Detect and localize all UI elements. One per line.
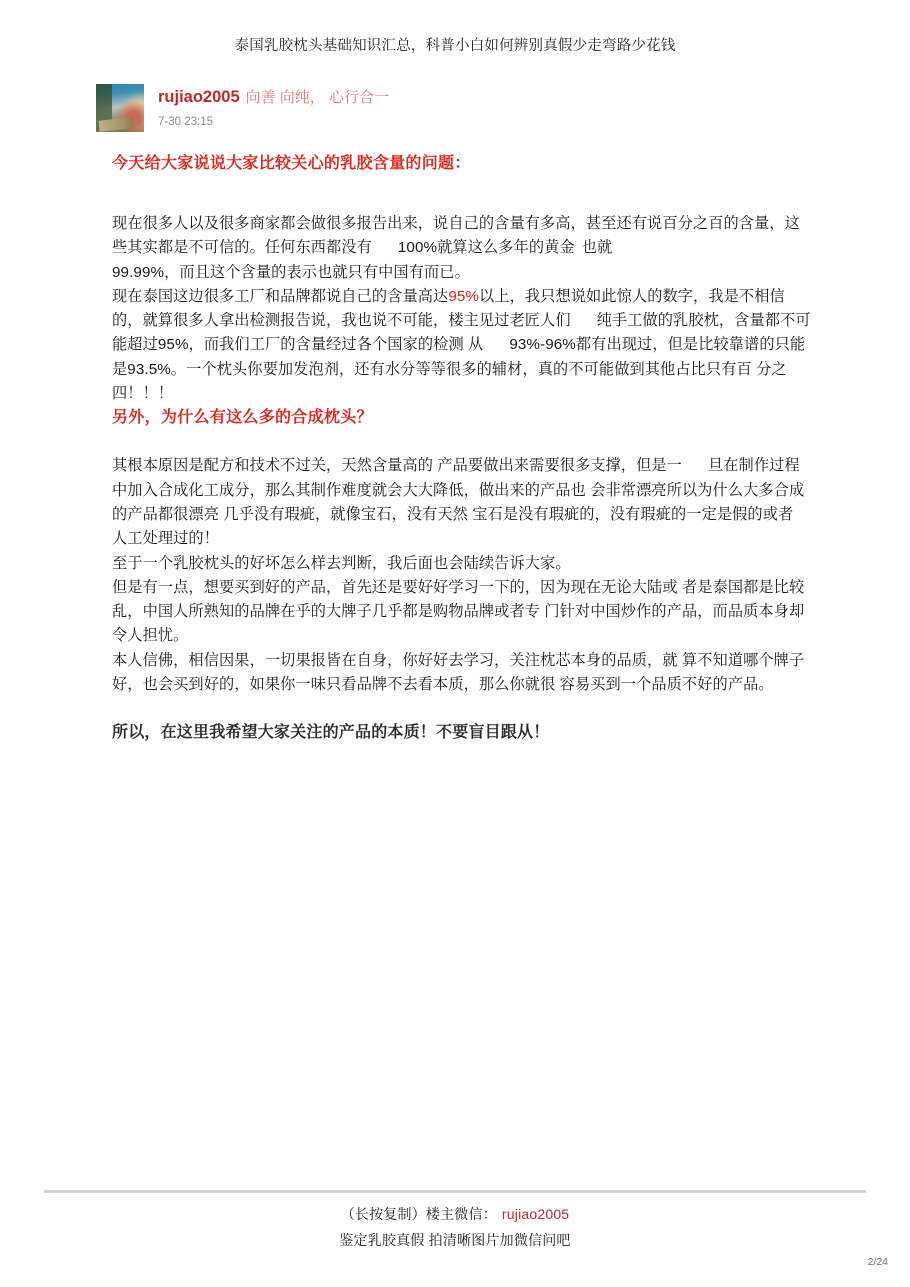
paragraph-2-part-d: 93%-96%都有出现过，但是比较靠谱的只能是93.5%。一个枕头你要加发泡剂，还有水分等等很多的辅材，真的不可能做到其他占比只有百 分之四！！！	[112, 336, 806, 403]
post-body	[112, 152, 812, 745]
paragraph-1	[112, 212, 812, 285]
author-motto: 向善 向纯， 心行合一	[245, 89, 389, 106]
closing-statement: 所以，在这里我希望大家关注的产品的本质！不要盲目跟从！	[112, 724, 550, 742]
highlight-percentage: 95%	[448, 287, 480, 305]
footer-wechat-id[interactable]: rujiao2005	[501, 1206, 570, 1222]
footer-wechat-line	[0, 1201, 910, 1227]
spacer	[112, 697, 812, 721]
page-title: 泰国乳胶枕头基础知识汇总，科普小白如何辨别真假少走弯路少花钱	[234, 38, 676, 54]
section-heading-2: 另外，为什么有这么多的合成枕头？	[112, 409, 373, 427]
footer	[0, 1201, 910, 1253]
paragraph-3	[112, 454, 812, 551]
post-timestamp: 7-30 23:15	[158, 116, 213, 128]
footer-note: 鉴定乳胶真假 拍清晰图片加微信问吧	[339, 1232, 571, 1248]
spacer	[112, 430, 812, 454]
author-username[interactable]: rujiao2005	[158, 88, 240, 106]
page-number: 2/24	[867, 1256, 888, 1268]
paragraph-1-part-c: 也就	[581, 239, 613, 257]
author-line	[158, 86, 389, 109]
paragraph-4: 至于一个乳胶枕头的好坏怎么样去判断，我后面也会陆续告诉大家。	[112, 554, 571, 572]
post-header-text	[158, 84, 389, 128]
paragraph-1-part-d: 99.99%，而且这个含量的表示也就只有中国有而已。	[112, 263, 470, 281]
paragraph-2-part-b: 以上，我只想说如此惊人的数字，我是不相信的，就算很多人拿出检测报告说，我也说不可能，楼主见过老匠人们	[112, 287, 785, 330]
post-header	[96, 84, 389, 132]
spacer	[112, 176, 812, 212]
paragraph-6: 本人信佛，相信因果，一切果报皆在自身，你好好去学习，关注枕芯本身的品质，就 算不知道哪个牌子好，也会买到好的，如果你一味只看品牌不去看本质，那么你就很 容易买到一个品质不好的产品。	[112, 651, 805, 694]
paragraph-3-part-b: 旦在制作过程中加入合成化工成分，那么其制作难度就会大大降低，做出来的产品也 会非常漂亮所以为什么大多合成的产品都很漂亮 几乎没有瑕疵，就像宝石，没有天然 宝石是没有瑕疵的，没有瑕疵的一定是假的或者 人工处理过的！	[112, 457, 805, 548]
paragraph-2	[112, 285, 812, 406]
paragraph-5: 但是有一点，想要买到好的产品，首先还是要好好学习一下的，因为现在无论大陆或 者是泰国都是比较乱，中国人所熟知的品牌在乎的大牌子几乎都是购物品牌或者专 门针对中国炒作的产品，而品质本身却令人担忧。	[112, 578, 805, 645]
paragraph-1-part-b: 100%就算这么多年的黄金	[397, 239, 575, 257]
section-heading-1: 今天给大家说说大家比较关心的乳胶含量的问题：	[112, 155, 471, 172]
paragraph-3-part-a: 其根本原因是配方和技术不过关，天然含量高的 产品要做出来需要很多支撑，但是一	[112, 457, 682, 475]
paragraph-1-part-a: 现在很多人以及很多商家都会做很多报告出来，说自己的含量有多高，甚至还有说百分之百的含量，这些其实都是不可信的。任何东西都没有	[112, 215, 800, 257]
avatar[interactable]	[96, 84, 144, 132]
footer-divider	[44, 1190, 866, 1193]
footer-wechat-prefix: （长按复制）楼主微信：	[340, 1206, 497, 1222]
paragraph-2-part-c: 纯手工做的乳胶枕，含量都不可能超过95%，而我们工厂的含量经过各个国家的检测 从	[112, 312, 811, 354]
paragraph-2-part-a: 现在泰国这边很多工厂和品牌都说自己的含量高达	[112, 287, 449, 305]
